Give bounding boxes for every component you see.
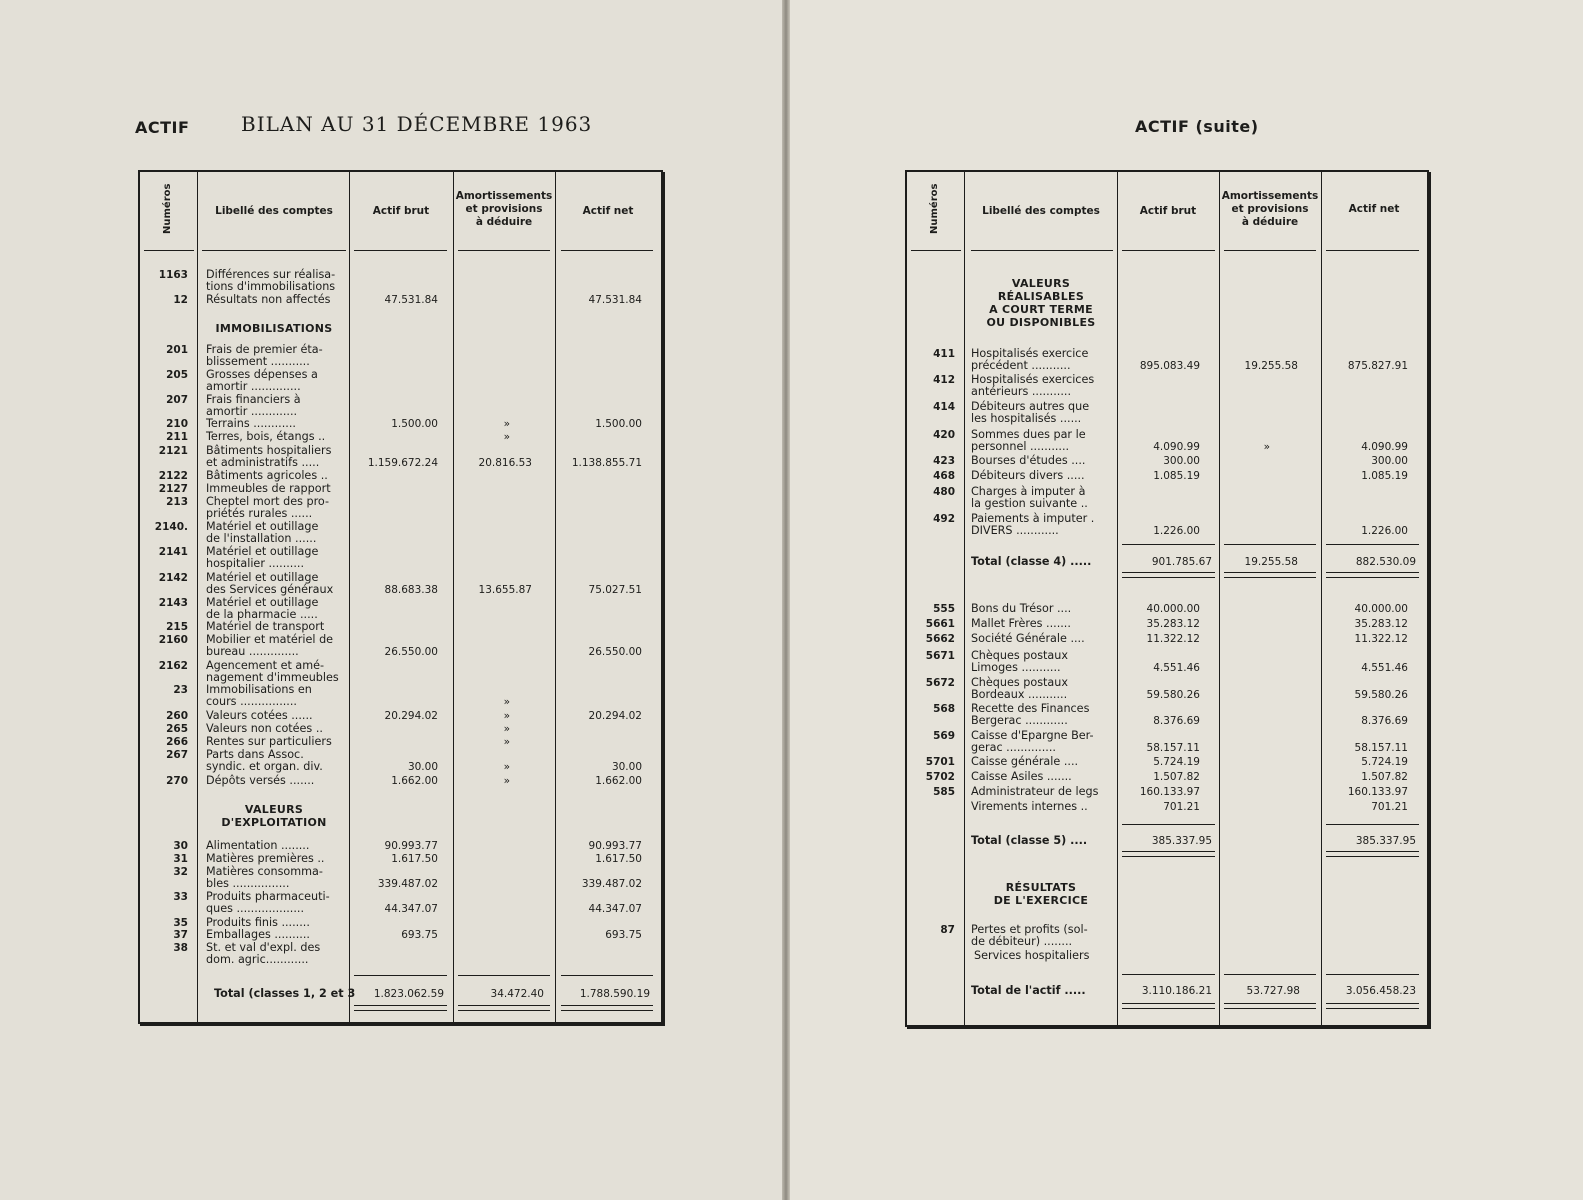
vr-line-2: RÉALISABLES	[997, 290, 1085, 303]
account-number: 412	[933, 374, 955, 386]
total5-net: 385.337.95	[1355, 835, 1416, 847]
account-label: Rentes sur particuliers	[206, 735, 332, 748]
actif-brut-value: 1.500.00	[391, 418, 438, 430]
amortissement-value: »	[503, 775, 510, 787]
actif-net-value: 44.347.07	[588, 903, 642, 915]
res-line-1: RÉSULTATS	[1005, 881, 1077, 894]
account-label: Immobilisations en	[206, 683, 312, 696]
actif-net-value: 59.580.26	[1354, 689, 1408, 701]
account-number: 411	[933, 348, 955, 360]
row-87-line2: de débiteur) ........	[971, 935, 1073, 948]
account-number: 5672	[925, 677, 955, 689]
total-net: 1.788.590.19	[579, 988, 650, 1000]
total-label: Total (classes 1, 2 et 3	[214, 987, 356, 1000]
amortissement-value: »	[503, 710, 510, 722]
total-actif-brut: 3.110.186.21	[1141, 985, 1212, 997]
account-label: Chèques postaux	[971, 676, 1068, 689]
row-87-line3: Services hospitaliers	[974, 949, 1090, 962]
actif-net-value: 1.138.855.71	[571, 457, 642, 469]
left-balance-table	[138, 170, 663, 1024]
account-label-cont: blissement ...........	[206, 355, 310, 368]
account-label-cont: hospitalier ..........	[206, 557, 305, 570]
actif-net-value: 47.531.84	[588, 294, 642, 306]
actif-brut-value: 693.75	[401, 929, 438, 941]
section-valeurs-line1: VALEURS	[244, 803, 304, 816]
actif-brut-value: 8.376.69	[1153, 715, 1200, 727]
actif-brut-value: 4.090.99	[1153, 441, 1200, 453]
total4-brut: 901.785.67	[1151, 556, 1212, 568]
account-label-cont: DIVERS ............	[971, 524, 1059, 537]
account-number: 5671	[925, 650, 955, 662]
account-number: 2122	[158, 470, 188, 482]
actif-net-value: 75.027.51	[588, 584, 642, 596]
account-number: 5662	[925, 633, 955, 645]
actif-brut-value: 5.724.19	[1153, 756, 1200, 768]
account-label-cont: Bordeaux ...........	[971, 688, 1068, 701]
actif-brut-value: 1.085.19	[1153, 470, 1200, 482]
account-number: 468	[933, 470, 955, 482]
account-label: Hospitalisés exercices	[971, 373, 1095, 386]
col-header-libelle: Libellé des comptes	[215, 205, 333, 217]
account-label: Grosses dépenses a	[206, 368, 318, 381]
account-number: 207	[166, 394, 188, 406]
account-number: 215	[166, 621, 188, 633]
total-actif-net: 3.056.458.23	[1345, 985, 1416, 997]
account-number: 2142	[158, 572, 188, 584]
r-amort-line-1: Amortissements	[1221, 190, 1319, 202]
r-col-header-amort	[1220, 190, 1320, 229]
account-number: 2127	[158, 483, 188, 495]
r-col-header-net: Actif net	[1348, 203, 1400, 215]
col-header-numeros: Numéros	[162, 183, 173, 234]
actif-net-value: 30.00	[611, 761, 642, 773]
account-number: 5661	[925, 618, 955, 630]
amortissement-value: »	[1263, 441, 1270, 453]
account-number: 267	[166, 749, 188, 761]
account-number: 213	[166, 496, 188, 508]
account-number: 260	[166, 710, 188, 722]
account-label-cont: nagement d'immeubles	[206, 671, 339, 684]
account-label-cont: tions d'immobilisations	[206, 280, 336, 293]
actif-brut-value: 1.617.50	[391, 853, 438, 865]
account-label-cont: la gestion suivante ..	[971, 497, 1088, 510]
vr-line-4: OU DISPONIBLES	[986, 316, 1096, 329]
amortissement-value: 20.816.53	[478, 457, 532, 469]
account-number: 585	[933, 786, 955, 798]
actif-net-value: 339.487.02	[581, 878, 642, 890]
total-actif-label-text: Total de l'actif .....	[971, 984, 1086, 997]
actif-brut-value: 701.21	[1163, 801, 1200, 813]
total-actif-amort: 53.727.98	[1246, 985, 1300, 997]
account-label: Hospitalisés exercice	[971, 347, 1089, 360]
account-label: Caisse d'Epargne Ber-	[971, 729, 1094, 742]
amortissement-value: »	[503, 418, 510, 430]
amort-line-2: et provisions	[465, 203, 543, 215]
total-amort: 34.472.40	[490, 988, 544, 1000]
total5-label-text: Total (classe 5) ....	[971, 834, 1088, 847]
actif-net-value: 5.724.19	[1361, 756, 1408, 768]
account-label: Administrateur de legs	[971, 785, 1099, 798]
account-label-cont: les hospitalisés ......	[971, 412, 1082, 425]
account-label: Différences sur réalisa-	[206, 268, 336, 281]
account-label: Chèques postaux	[971, 649, 1068, 662]
account-label: Bons du Trésor ....	[971, 602, 1072, 615]
actif-brut-value: 47.531.84	[384, 294, 438, 306]
account-label: Matières consomma-	[206, 865, 323, 878]
right-header: ACTIF (suite)	[1135, 117, 1259, 136]
actif-brut-value: 300.00	[1163, 455, 1200, 467]
account-number: 211	[166, 431, 188, 443]
section-valeurs-line2: D'EXPLOITATION	[221, 816, 327, 829]
actif-net-value: 1.507.82	[1361, 771, 1408, 783]
account-label-cont: syndic. et organ. div.	[206, 760, 323, 773]
amortissement-value: »	[503, 736, 510, 748]
amortissement-value: »	[503, 431, 510, 443]
total5-label	[971, 835, 1087, 847]
actif-net-value: 1.226.00	[1361, 525, 1408, 537]
account-label: Produits pharmaceuti-	[206, 890, 330, 903]
account-number: 35	[173, 917, 188, 929]
account-number: 31	[173, 853, 188, 865]
account-label-cont: dom. agric............	[206, 953, 309, 966]
section-immobilisations: IMMOBILISATIONS	[215, 322, 333, 335]
account-label: Parts dans Assoc.	[206, 748, 304, 761]
account-label-cont: Bergerac ............	[971, 714, 1068, 727]
account-number: 423	[933, 455, 955, 467]
account-number: 5701	[925, 756, 955, 768]
actif-brut-value: 20.294.02	[384, 710, 438, 722]
account-label: Société Générale ....	[971, 632, 1085, 645]
actif-net-value: 4.551.46	[1361, 662, 1408, 674]
account-label: Frais de premier éta-	[206, 343, 323, 356]
actif-brut-value: 339.487.02	[377, 878, 438, 890]
amort-line-3: à déduire	[475, 216, 533, 228]
r-col-header-brut: Actif brut	[1139, 205, 1197, 217]
account-label: Matériel de transport	[206, 620, 325, 633]
account-number: 205	[166, 369, 188, 381]
actif-net-value: 8.376.69	[1361, 715, 1408, 727]
actif-net-value: 58.157.11	[1354, 742, 1408, 754]
actif-brut-value: 895.083.49	[1139, 360, 1200, 372]
total-actif-label	[971, 985, 1086, 997]
account-label-cont: bles ................	[206, 877, 290, 890]
account-number: 12	[173, 294, 188, 306]
actif-net-value: 26.550.00	[588, 646, 642, 658]
r-amort-line-3: à déduire	[1241, 216, 1299, 228]
left-page	[0, 0, 782, 1200]
actif-net-value: 90.993.77	[588, 840, 642, 852]
actif-brut-value: 1.662.00	[391, 775, 438, 787]
account-label: Caisse générale ....	[971, 755, 1079, 768]
actif-net-value: 875.827.91	[1347, 360, 1408, 372]
account-number: 420	[933, 429, 955, 441]
vr-line-1: VALEURS	[1011, 277, 1071, 290]
amort-line-1: Amortissements	[455, 190, 553, 202]
account-label-cont: de l'installation ......	[206, 532, 317, 545]
row-87-number: 87	[940, 924, 955, 936]
account-number: 2140.	[154, 521, 188, 533]
account-label: Frais financiers à	[206, 393, 301, 406]
account-number: 32	[173, 866, 188, 878]
account-number: 480	[933, 486, 955, 498]
account-label: Valeurs non cotées ..	[206, 722, 323, 735]
account-label: Bâtiments hospitaliers	[206, 444, 332, 457]
amortissement-value: »	[503, 696, 510, 708]
account-label-cont: priétés rurales ......	[206, 507, 313, 520]
account-label: Alimentation ........	[206, 839, 310, 852]
actif-brut-value: 88.683.38	[384, 584, 438, 596]
account-label-cont: amortir .............	[206, 405, 298, 418]
account-label: Matériel et outillage	[206, 545, 319, 558]
actif-net-value: 1.500.00	[595, 418, 642, 430]
account-label: Cheptel mort des pro-	[206, 495, 330, 508]
amortissement-value: »	[503, 761, 510, 773]
actif-brut-value: 1.226.00	[1153, 525, 1200, 537]
account-number: 23	[173, 684, 188, 696]
account-label-cont: de la pharmacie .....	[206, 608, 318, 621]
actif-brut-value: 30.00	[407, 761, 438, 773]
account-label: Dépôts versés .......	[206, 774, 315, 787]
account-label: Produits finis ........	[206, 916, 310, 929]
r-col-header-numeros: Numéros	[929, 183, 940, 234]
account-number: 201	[166, 344, 188, 356]
account-label: Sommes dues par le	[971, 428, 1086, 441]
account-number: 30	[173, 840, 188, 852]
account-label: Terres, bois, étangs ..	[206, 430, 326, 443]
account-label: Agencement et amé-	[206, 659, 325, 672]
account-label: Recette des Finances	[971, 702, 1090, 715]
actif-net-value: 11.322.12	[1354, 633, 1408, 645]
book-gutter	[782, 0, 790, 1200]
account-label: Charges à imputer à	[971, 485, 1086, 498]
actif-net-value: 4.090.99	[1361, 441, 1408, 453]
account-label-cont: précédent ...........	[971, 359, 1071, 372]
r-col-header-libelle: Libellé des comptes	[982, 205, 1100, 217]
actif-net-value: 20.294.02	[588, 710, 642, 722]
actif-net-value: 1.085.19	[1361, 470, 1408, 482]
account-number: 33	[173, 891, 188, 903]
account-number: 210	[166, 418, 188, 430]
account-number: 1163	[158, 269, 188, 281]
account-label: Emballages ..........	[206, 928, 310, 941]
account-number: 555	[933, 603, 955, 615]
actif-brut-value: 35.283.12	[1146, 618, 1200, 630]
account-label: Bâtiments agricoles ..	[206, 469, 328, 482]
account-label-cont: et administratifs .....	[206, 456, 320, 469]
account-label: St. et val d'expl. des	[206, 941, 321, 954]
actif-brut-value: 4.551.46	[1153, 662, 1200, 674]
account-label: Matériel et outillage	[206, 571, 319, 584]
total5-brut: 385.337.95	[1151, 835, 1212, 847]
account-label-cont: cours ................	[206, 695, 297, 708]
left-header-actif: ACTIF	[135, 118, 190, 137]
account-label: Résultats non affectés	[206, 293, 331, 306]
right-page	[790, 0, 1583, 1200]
account-label: Mobilier et matériel de	[206, 633, 334, 646]
total4-amort: 19.255.58	[1244, 556, 1298, 568]
account-label: Mallet Frères .......	[971, 617, 1071, 630]
res-line-2: DE L'EXERCICE	[993, 894, 1089, 907]
account-number: 569	[933, 730, 955, 742]
actif-net-value: 300.00	[1371, 455, 1408, 467]
account-label: Valeurs cotées ......	[206, 709, 313, 722]
account-number: 37	[173, 929, 188, 941]
account-number: 266	[166, 736, 188, 748]
account-number: 2143	[158, 597, 188, 609]
account-number: 2162	[158, 660, 188, 672]
col-header-brut: Actif brut	[372, 205, 430, 217]
account-number: 2160	[158, 634, 188, 646]
account-label-cont: antérieurs ...........	[971, 385, 1071, 398]
actif-brut-value: 58.157.11	[1146, 742, 1200, 754]
account-number: 2121	[158, 445, 188, 457]
actif-net-value: 40.000.00	[1354, 603, 1408, 615]
account-number: 2141	[158, 546, 188, 558]
account-label: Matières premières ..	[206, 852, 325, 865]
total4-label-text: Total (classe 4) .....	[971, 555, 1092, 568]
actif-net-value: 1.662.00	[595, 775, 642, 787]
actif-net-value: 160.133.97	[1347, 786, 1408, 798]
col-header-net: Actif net	[582, 205, 634, 217]
account-label: Virements internes ..	[971, 800, 1088, 813]
total4-net: 882.530.09	[1355, 556, 1416, 568]
actif-brut-value: 44.347.07	[384, 903, 438, 915]
actif-brut-value: 160.133.97	[1139, 786, 1200, 798]
actif-net-value: 701.21	[1371, 801, 1408, 813]
account-label-cont: ques ...................	[206, 902, 305, 915]
account-number: 270	[166, 775, 188, 787]
account-number: 38	[173, 942, 188, 954]
actif-brut-value: 59.580.26	[1146, 689, 1200, 701]
account-label: Matériel et outillage	[206, 520, 319, 533]
account-label: Caisse Asiles .......	[971, 770, 1072, 783]
total4-label	[971, 556, 1091, 568]
account-number: 568	[933, 703, 955, 715]
account-label: Immeubles de rapport	[206, 482, 331, 495]
section-valeurs-realisables	[967, 277, 1115, 329]
account-label-cont: gerac ..............	[971, 741, 1056, 754]
account-label: Bourses d'études ....	[971, 454, 1086, 467]
account-label: Débiteurs autres que	[971, 400, 1090, 413]
account-label: Terrains ............	[206, 417, 296, 430]
account-number: 414	[933, 401, 955, 413]
amortissement-value: »	[503, 723, 510, 735]
actif-net-value: 693.75	[605, 929, 642, 941]
account-label-cont: des Services généraux	[206, 583, 334, 596]
actif-brut-value: 90.993.77	[384, 840, 438, 852]
actif-net-value: 35.283.12	[1354, 618, 1408, 630]
account-label: Paiements à imputer .	[971, 512, 1095, 525]
amortissement-value: 19.255.58	[1244, 360, 1298, 372]
r-amort-line-2: et provisions	[1231, 203, 1309, 215]
account-label: Matériel et outillage	[206, 596, 319, 609]
actif-brut-value: 1.159.672.24	[367, 457, 438, 469]
section-resultats	[967, 881, 1115, 907]
account-label: Débiteurs divers .....	[971, 469, 1085, 482]
section-valeurs-exploitation	[200, 803, 348, 829]
actif-brut-value: 11.322.12	[1146, 633, 1200, 645]
account-number: 492	[933, 513, 955, 525]
page-title: BILAN AU 31 DÉCEMBRE 1963	[241, 112, 593, 136]
account-number: 265	[166, 723, 188, 735]
actif-brut-value: 40.000.00	[1146, 603, 1200, 615]
right-balance-table	[905, 170, 1429, 1027]
col-header-amort	[454, 190, 554, 229]
vr-line-3: A COURT TERME	[989, 303, 1093, 316]
account-number: 5702	[925, 771, 955, 783]
total-brut: 1.823.062.59	[373, 988, 444, 1000]
account-label-cont: bureau ..............	[206, 645, 299, 658]
actif-brut-value: 1.507.82	[1153, 771, 1200, 783]
account-label-cont: amortir ..............	[206, 380, 301, 393]
actif-net-value: 1.617.50	[595, 853, 642, 865]
actif-brut-value: 26.550.00	[384, 646, 438, 658]
account-label-cont: personnel ...........	[971, 440, 1070, 453]
amortissement-value: 13.655.87	[478, 584, 532, 596]
row-87-line1: Pertes et profits (sol-	[971, 923, 1088, 936]
account-label-cont: Limoges ...........	[971, 661, 1061, 674]
